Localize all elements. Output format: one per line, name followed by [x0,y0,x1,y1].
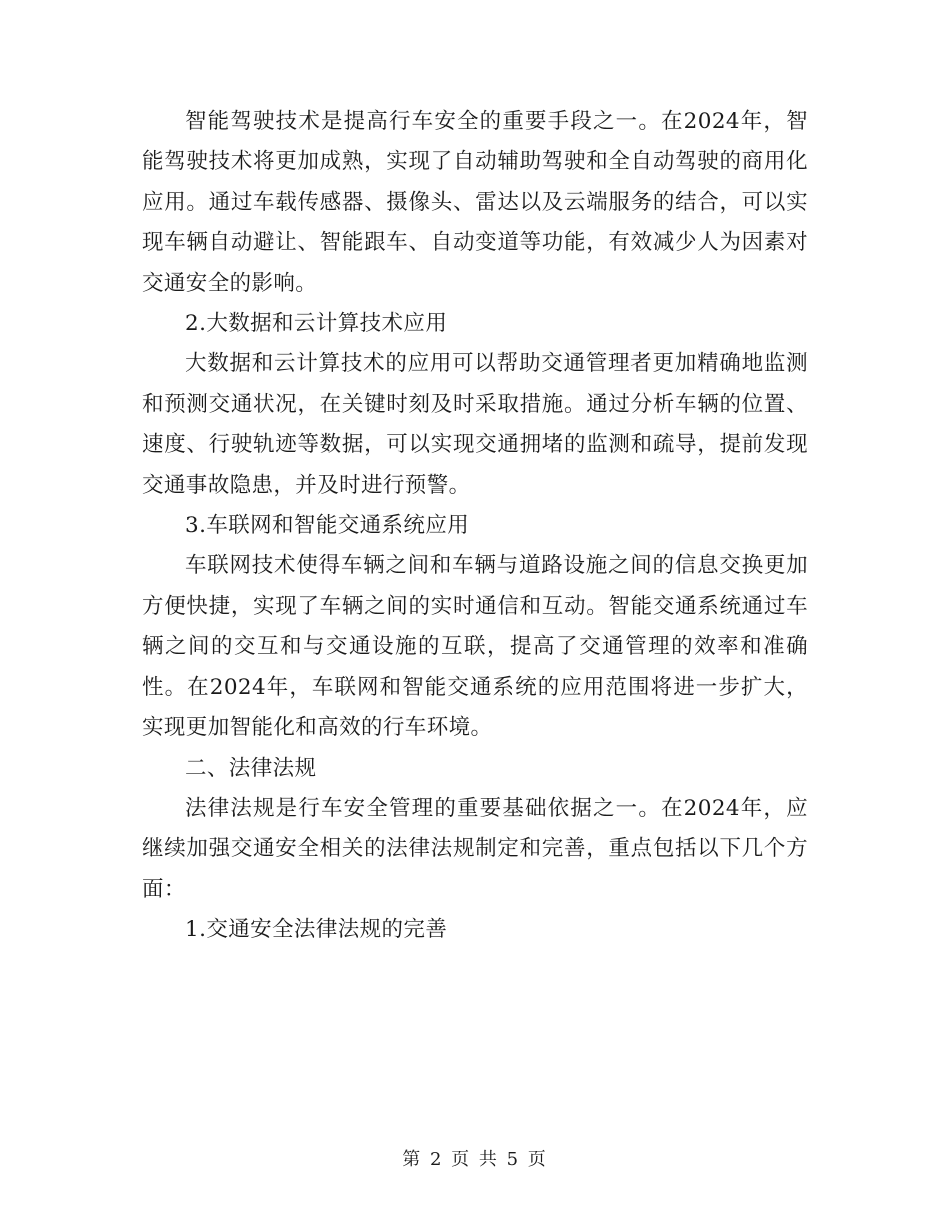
paragraph-connected-vehicles: 车联网技术使得车辆之间和车辆与道路设施之间的信息交换更加方便快捷，实现了车辆之间的实时通信和互动。智能交通系统通过车辆之间的交互和与交通设施的互联，提高了交通管理的效率和准确性。在2024年，车联网和智能交通系统的应用范围将进一步扩大，实现更加智能化和高效的行车环境。 [142,553,808,741]
heading-laws-regulations: 二、法律法规 [185,755,317,781]
heading-big-data-cloud: 2.大数据和云计算技术应用 [185,311,448,337]
paragraph-big-data-cloud: 大数据和云计算技术的应用可以帮助交通管理者更加精确地监测和预测交通状况，在关键时刻及时采取措施。通过分析车辆的位置、速度、行驶轨迹等数据，可以实现交通拥堵的监测和疏导，提前发现交通事故隐患，并及时进行预警。 [142,351,808,498]
heading-connected-vehicles: 3.车联网和智能交通系统应用 [185,513,470,539]
paragraph-intelligent-driving: 智能驾驶技术是提高行车安全的重要手段之一。在2024年，智能驾驶技术将更加成熟，实现了自动辅助驾驶和全自动驾驶的商用化应用。通过车载传感器、摄像头、雷达以及云端服务的结合，可以实现车辆自动避让、智能跟车、自动变道等功能，有效减少人为因素对交通安全的影响。 [142,109,808,296]
page-footer: 第 2 页 共 5 页 [402,1149,548,1170]
document-body [142,102,808,951]
heading-traffic-safety-laws: 1.交通安全法律法规的完善 [185,917,448,943]
paragraph-laws-regulations: 法律法规是行车安全管理的重要基础依据之一。在2024年，应继续加强交通安全相关的法律法规制定和完善，重点包括以下几个方面： [142,795,808,902]
